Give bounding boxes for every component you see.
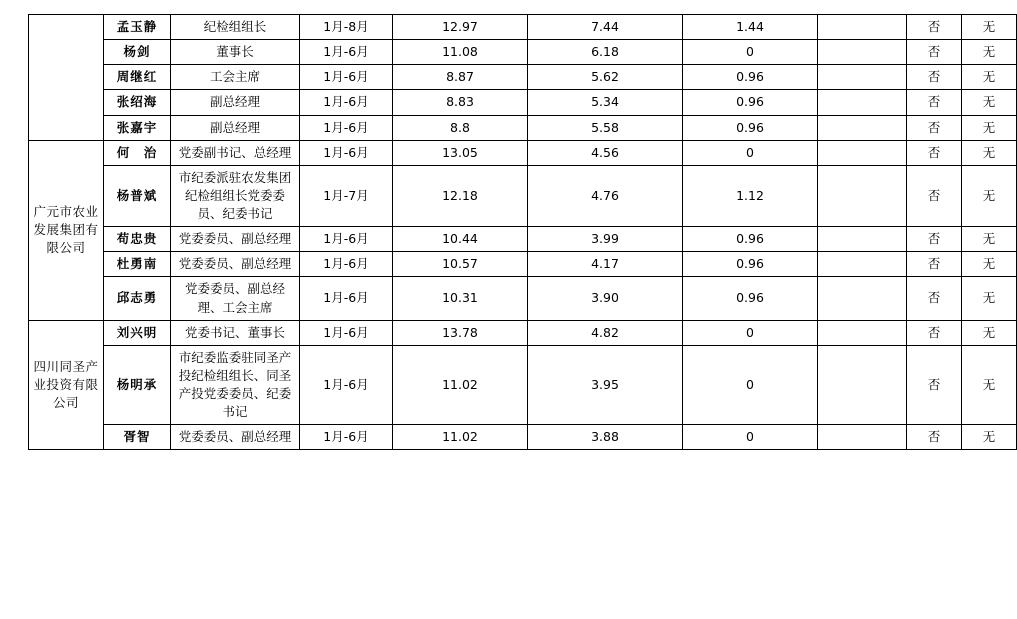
org-cell: 广元市农业发展集团有限公司 [29,140,104,320]
value-1: 8.87 [393,65,528,90]
value-2: 3.99 [528,227,683,252]
value-1: 11.02 [393,345,528,425]
table-row [29,65,1017,90]
document-page [0,14,996,619]
person-title: 董事长 [171,40,300,65]
period-cell: 1月-6月 [300,65,393,90]
person-title: 纪检组组长 [171,15,300,40]
person-title: 副总经理 [171,90,300,115]
yesno-1: 否 [907,252,962,277]
period-cell: 1月-7月 [300,165,393,226]
value-3: 0.96 [683,252,818,277]
table-row [29,90,1017,115]
period-cell: 1月-6月 [300,425,393,450]
value-3: 0.96 [683,65,818,90]
yesno-2: 无 [962,227,1017,252]
value-1: 8.8 [393,115,528,140]
value-1: 11.08 [393,40,528,65]
value-2: 5.58 [528,115,683,140]
yesno-1: 否 [907,320,962,345]
person-name: 孟玉静 [104,15,171,40]
person-title: 党委委员、副总经理 [171,425,300,450]
yesno-2: 无 [962,90,1017,115]
value-3: 0 [683,40,818,65]
blank-cell [818,115,907,140]
value-2: 4.76 [528,165,683,226]
period-cell: 1月-6月 [300,252,393,277]
yesno-2: 无 [962,425,1017,450]
blank-cell [818,90,907,115]
value-2: 5.34 [528,90,683,115]
yesno-1: 否 [907,115,962,140]
yesno-1: 否 [907,227,962,252]
period-cell: 1月-6月 [300,140,393,165]
blank-cell [818,227,907,252]
value-1: 12.97 [393,15,528,40]
person-title: 党委委员、副总经理、工会主席 [171,277,300,320]
blank-cell [818,425,907,450]
person-name: 张嘉宇 [104,115,171,140]
person-title: 市纪委派驻农发集团纪检组组长党委委员、纪委书记 [171,165,300,226]
blank-cell [818,320,907,345]
table-row [29,227,1017,252]
value-1: 10.31 [393,277,528,320]
table-row [29,140,1017,165]
person-name: 杨剑 [104,40,171,65]
person-title: 党委委员、副总经理 [171,227,300,252]
value-2: 3.95 [528,345,683,425]
table-row [29,425,1017,450]
blank-cell [818,277,907,320]
person-name: 何 治 [104,140,171,165]
person-title: 党委书记、董事长 [171,320,300,345]
yesno-1: 否 [907,65,962,90]
yesno-1: 否 [907,140,962,165]
person-title: 副总经理 [171,115,300,140]
value-3: 0 [683,425,818,450]
person-title: 党委委员、副总经理 [171,252,300,277]
period-cell: 1月-6月 [300,115,393,140]
org-cell [29,15,104,141]
blank-cell [818,345,907,425]
yesno-2: 无 [962,252,1017,277]
period-cell: 1月-6月 [300,345,393,425]
yesno-2: 无 [962,277,1017,320]
person-name: 张绍海 [104,90,171,115]
yesno-1: 否 [907,277,962,320]
period-cell: 1月-6月 [300,40,393,65]
value-3: 0.96 [683,115,818,140]
period-cell: 1月-6月 [300,277,393,320]
value-2: 3.88 [528,425,683,450]
table-body [29,15,1017,450]
yesno-2: 无 [962,65,1017,90]
table-row [29,115,1017,140]
blank-cell [818,65,907,90]
table-row [29,277,1017,320]
value-3: 1.12 [683,165,818,226]
person-title: 市纪委监委驻同圣产投纪检组组长、同圣产投党委委员、纪委书记 [171,345,300,425]
person-name: 邱志勇 [104,277,171,320]
period-cell: 1月-8月 [300,15,393,40]
value-1: 13.78 [393,320,528,345]
yesno-1: 否 [907,345,962,425]
yesno-2: 无 [962,140,1017,165]
person-name: 杨普斌 [104,165,171,226]
yesno-1: 否 [907,90,962,115]
blank-cell [818,252,907,277]
table-row [29,345,1017,425]
yesno-1: 否 [907,15,962,40]
value-2: 3.90 [528,277,683,320]
value-2: 4.56 [528,140,683,165]
yesno-1: 否 [907,40,962,65]
yesno-2: 无 [962,115,1017,140]
person-title: 工会主席 [171,65,300,90]
table-row [29,320,1017,345]
yesno-2: 无 [962,345,1017,425]
period-cell: 1月-6月 [300,90,393,115]
value-1: 10.44 [393,227,528,252]
value-3: 0.96 [683,227,818,252]
blank-cell [818,140,907,165]
value-3: 0.96 [683,90,818,115]
yesno-2: 无 [962,40,1017,65]
yesno-2: 无 [962,15,1017,40]
person-name: 杨明承 [104,345,171,425]
value-3: 0.96 [683,277,818,320]
salary-disclosure-table [28,14,1017,450]
period-cell: 1月-6月 [300,227,393,252]
org-cell: 四川同圣产业投资有限公司 [29,320,104,450]
table-row [29,15,1017,40]
value-3: 0 [683,140,818,165]
yesno-2: 无 [962,165,1017,226]
value-1: 10.57 [393,252,528,277]
value-2: 5.62 [528,65,683,90]
person-title: 党委副书记、总经理 [171,140,300,165]
person-name: 周继红 [104,65,171,90]
table-row [29,40,1017,65]
blank-cell [818,15,907,40]
value-2: 7.44 [528,15,683,40]
value-2: 4.82 [528,320,683,345]
value-1: 13.05 [393,140,528,165]
value-2: 6.18 [528,40,683,65]
blank-cell [818,165,907,226]
yesno-1: 否 [907,165,962,226]
person-name: 杜勇南 [104,252,171,277]
person-name: 胥智 [104,425,171,450]
person-name: 刘兴明 [104,320,171,345]
table-row [29,252,1017,277]
blank-cell [818,40,907,65]
value-1: 8.83 [393,90,528,115]
yesno-1: 否 [907,425,962,450]
person-name: 苟忠贵 [104,227,171,252]
value-3: 0 [683,320,818,345]
yesno-2: 无 [962,320,1017,345]
period-cell: 1月-6月 [300,320,393,345]
value-1: 11.02 [393,425,528,450]
value-3: 1.44 [683,15,818,40]
table-row [29,165,1017,226]
value-3: 0 [683,345,818,425]
value-1: 12.18 [393,165,528,226]
value-2: 4.17 [528,252,683,277]
